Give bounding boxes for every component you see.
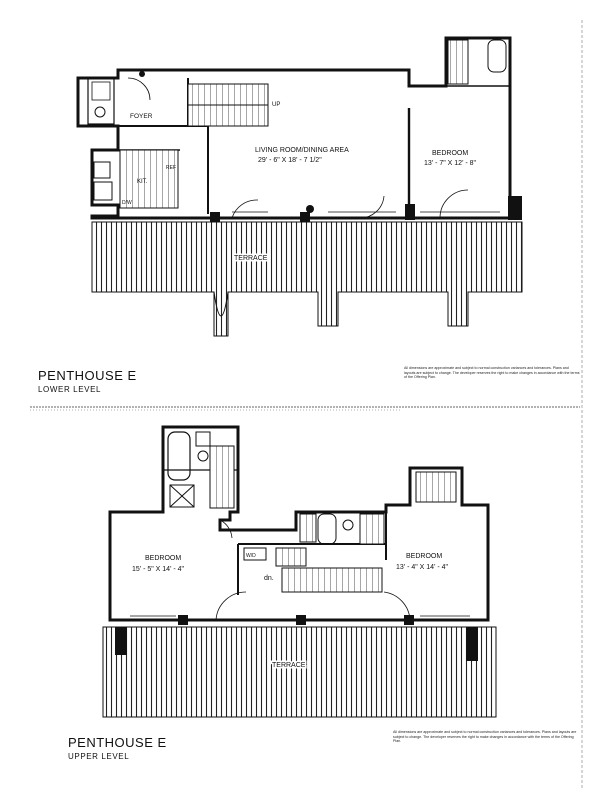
upper-wd-label: W/D <box>246 553 256 559</box>
upper-bedroom-right-dims: 13' - 4" X 14' - 4" <box>396 564 449 571</box>
upper-level-plan <box>103 427 496 717</box>
lower-terrace <box>92 222 522 336</box>
lower-level-title: PENTHOUSE E <box>38 368 137 383</box>
lower-bedroom-label: BEDROOM <box>432 150 469 157</box>
upper-bedroom-left-label: BEDROOM <box>145 555 182 562</box>
lower-level-subtitle: LOWER LEVEL <box>38 385 102 394</box>
lower-ref-label: REF <box>166 165 176 171</box>
lower-bedroom-dims: 13' - 7" X 12' - 8" <box>424 160 477 167</box>
upper-dn-label: dn. <box>264 575 274 582</box>
upper-bedroom-left-dims: 15' - 5" X 14' - 4" <box>132 566 185 573</box>
lower-living-label: LIVING ROOM/DINING AREA <box>255 147 349 154</box>
upper-walls <box>110 427 488 625</box>
upper-level-subtitle: UPPER LEVEL <box>68 752 130 761</box>
lower-terrace-label: TERRACE <box>234 255 268 262</box>
upper-terrace <box>103 627 496 717</box>
lower-level-disclaimer: All dimensions are approximate and subject to normal construction variances and tolerances. Plans and layouts are subject to change. The developer reserves the right to make changes in accordance with the terms of the Offering Plan. <box>404 366 580 380</box>
upper-bedroom-right-label: BEDROOM <box>406 553 443 560</box>
upper-level-disclaimer: All dimensions are approximate and subject to normal construction variances and tolerances. Plans and layouts are subject to change. The developer reserves the right to make changes in accordance with the terms of the Offering Plan. <box>393 730 577 744</box>
upper-level-title: PENTHOUSE E <box>68 735 167 750</box>
lower-level-plan <box>78 38 522 336</box>
lower-foyer-label: FOYER <box>130 113 153 120</box>
lower-kit-label: KIT. <box>137 179 148 185</box>
lower-fixtures <box>88 40 506 218</box>
upper-fixtures <box>130 432 470 620</box>
lower-up-label: UP <box>272 102 281 108</box>
lower-living-dims: 29' - 6" X 18' - 7 1/2" <box>258 157 322 164</box>
upper-terrace-label: TERRACE <box>272 662 306 669</box>
lower-dw-label: D/W <box>122 200 132 206</box>
